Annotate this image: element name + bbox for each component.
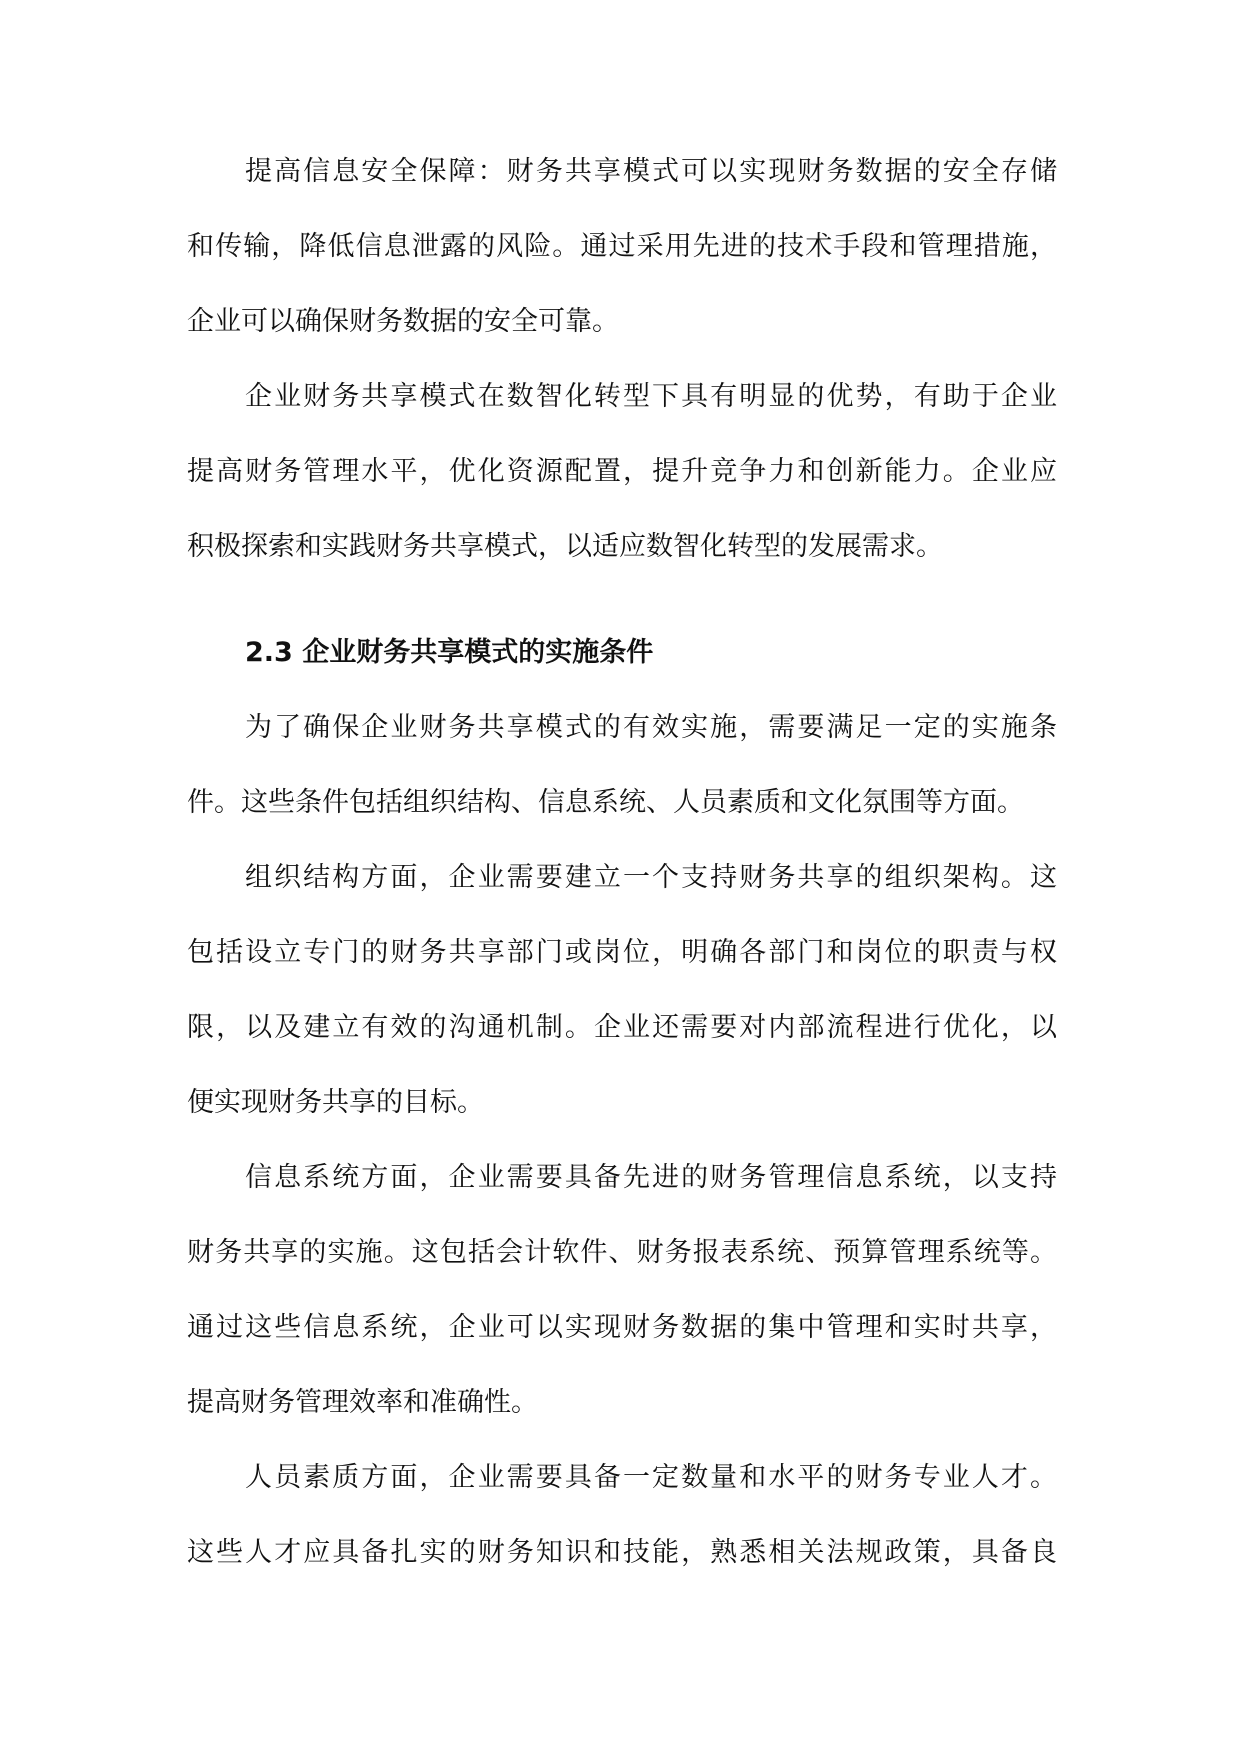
paragraph-2-line-3: 积极探索和实践财务共享模式，以适应数智化转型的发展需求。 [187,531,943,562]
paragraph-4-line-4: 便实现财务共享的目标。 [187,1087,484,1118]
paragraph-1-line-2: 和传输，降低信息泄露的风险。通过采用先进的技术手段和管理措施， [187,231,1057,262]
paragraph-6-line-1: 人员素质方面，企业需要具备一定数量和水平的财务专业人才。 [245,1462,1057,1493]
paragraph-5-line-2: 财务共享的实施。这包括会计软件、财务报表系统、预算管理系统等。 [187,1237,1057,1268]
paragraph-4-line-2: 包括设立专门的财务共享部门或岗位，明确各部门和岗位的职责与权 [187,937,1057,968]
paragraph-1-line-3: 企业可以确保财务数据的安全可靠。 [187,306,619,337]
paragraph-4-line-1: 组织结构方面，企业需要建立一个支持财务共享的组织架构。这 [245,862,1057,893]
paragraph-3-line-2: 件。这些条件包括组织结构、信息系统、人员素质和文化氛围等方面。 [187,787,1024,818]
paragraph-6-line-2: 这些人才应具备扎实的财务知识和技能，熟悉相关法规政策，具备良 [187,1537,1057,1568]
paragraph-1-line-1: 提高信息安全保障：财务共享模式可以实现财务数据的安全存储 [245,156,1057,187]
section-heading: 2.3 企业财务共享模式的实施条件 [245,637,654,668]
paragraph-5-line-4: 提高财务管理效率和准确性。 [187,1387,538,1418]
paragraph-2-line-2: 提高财务管理水平，优化资源配置，提升竞争力和创新能力。企业应 [187,456,1057,487]
paragraph-3-line-1: 为了确保企业财务共享模式的有效实施，需要满足一定的实施条 [245,712,1057,743]
paragraph-2-line-1: 企业财务共享模式在数智化转型下具有明显的优势，有助于企业 [245,381,1057,412]
paragraph-5-line-1: 信息系统方面，企业需要具备先进的财务管理信息系统，以支持 [245,1162,1057,1193]
paragraph-4-line-3: 限，以及建立有效的沟通机制。企业还需要对内部流程进行优化，以 [187,1012,1057,1043]
paragraph-5-line-3: 通过这些信息系统，企业可以实现财务数据的集中管理和实时共享， [187,1312,1057,1343]
